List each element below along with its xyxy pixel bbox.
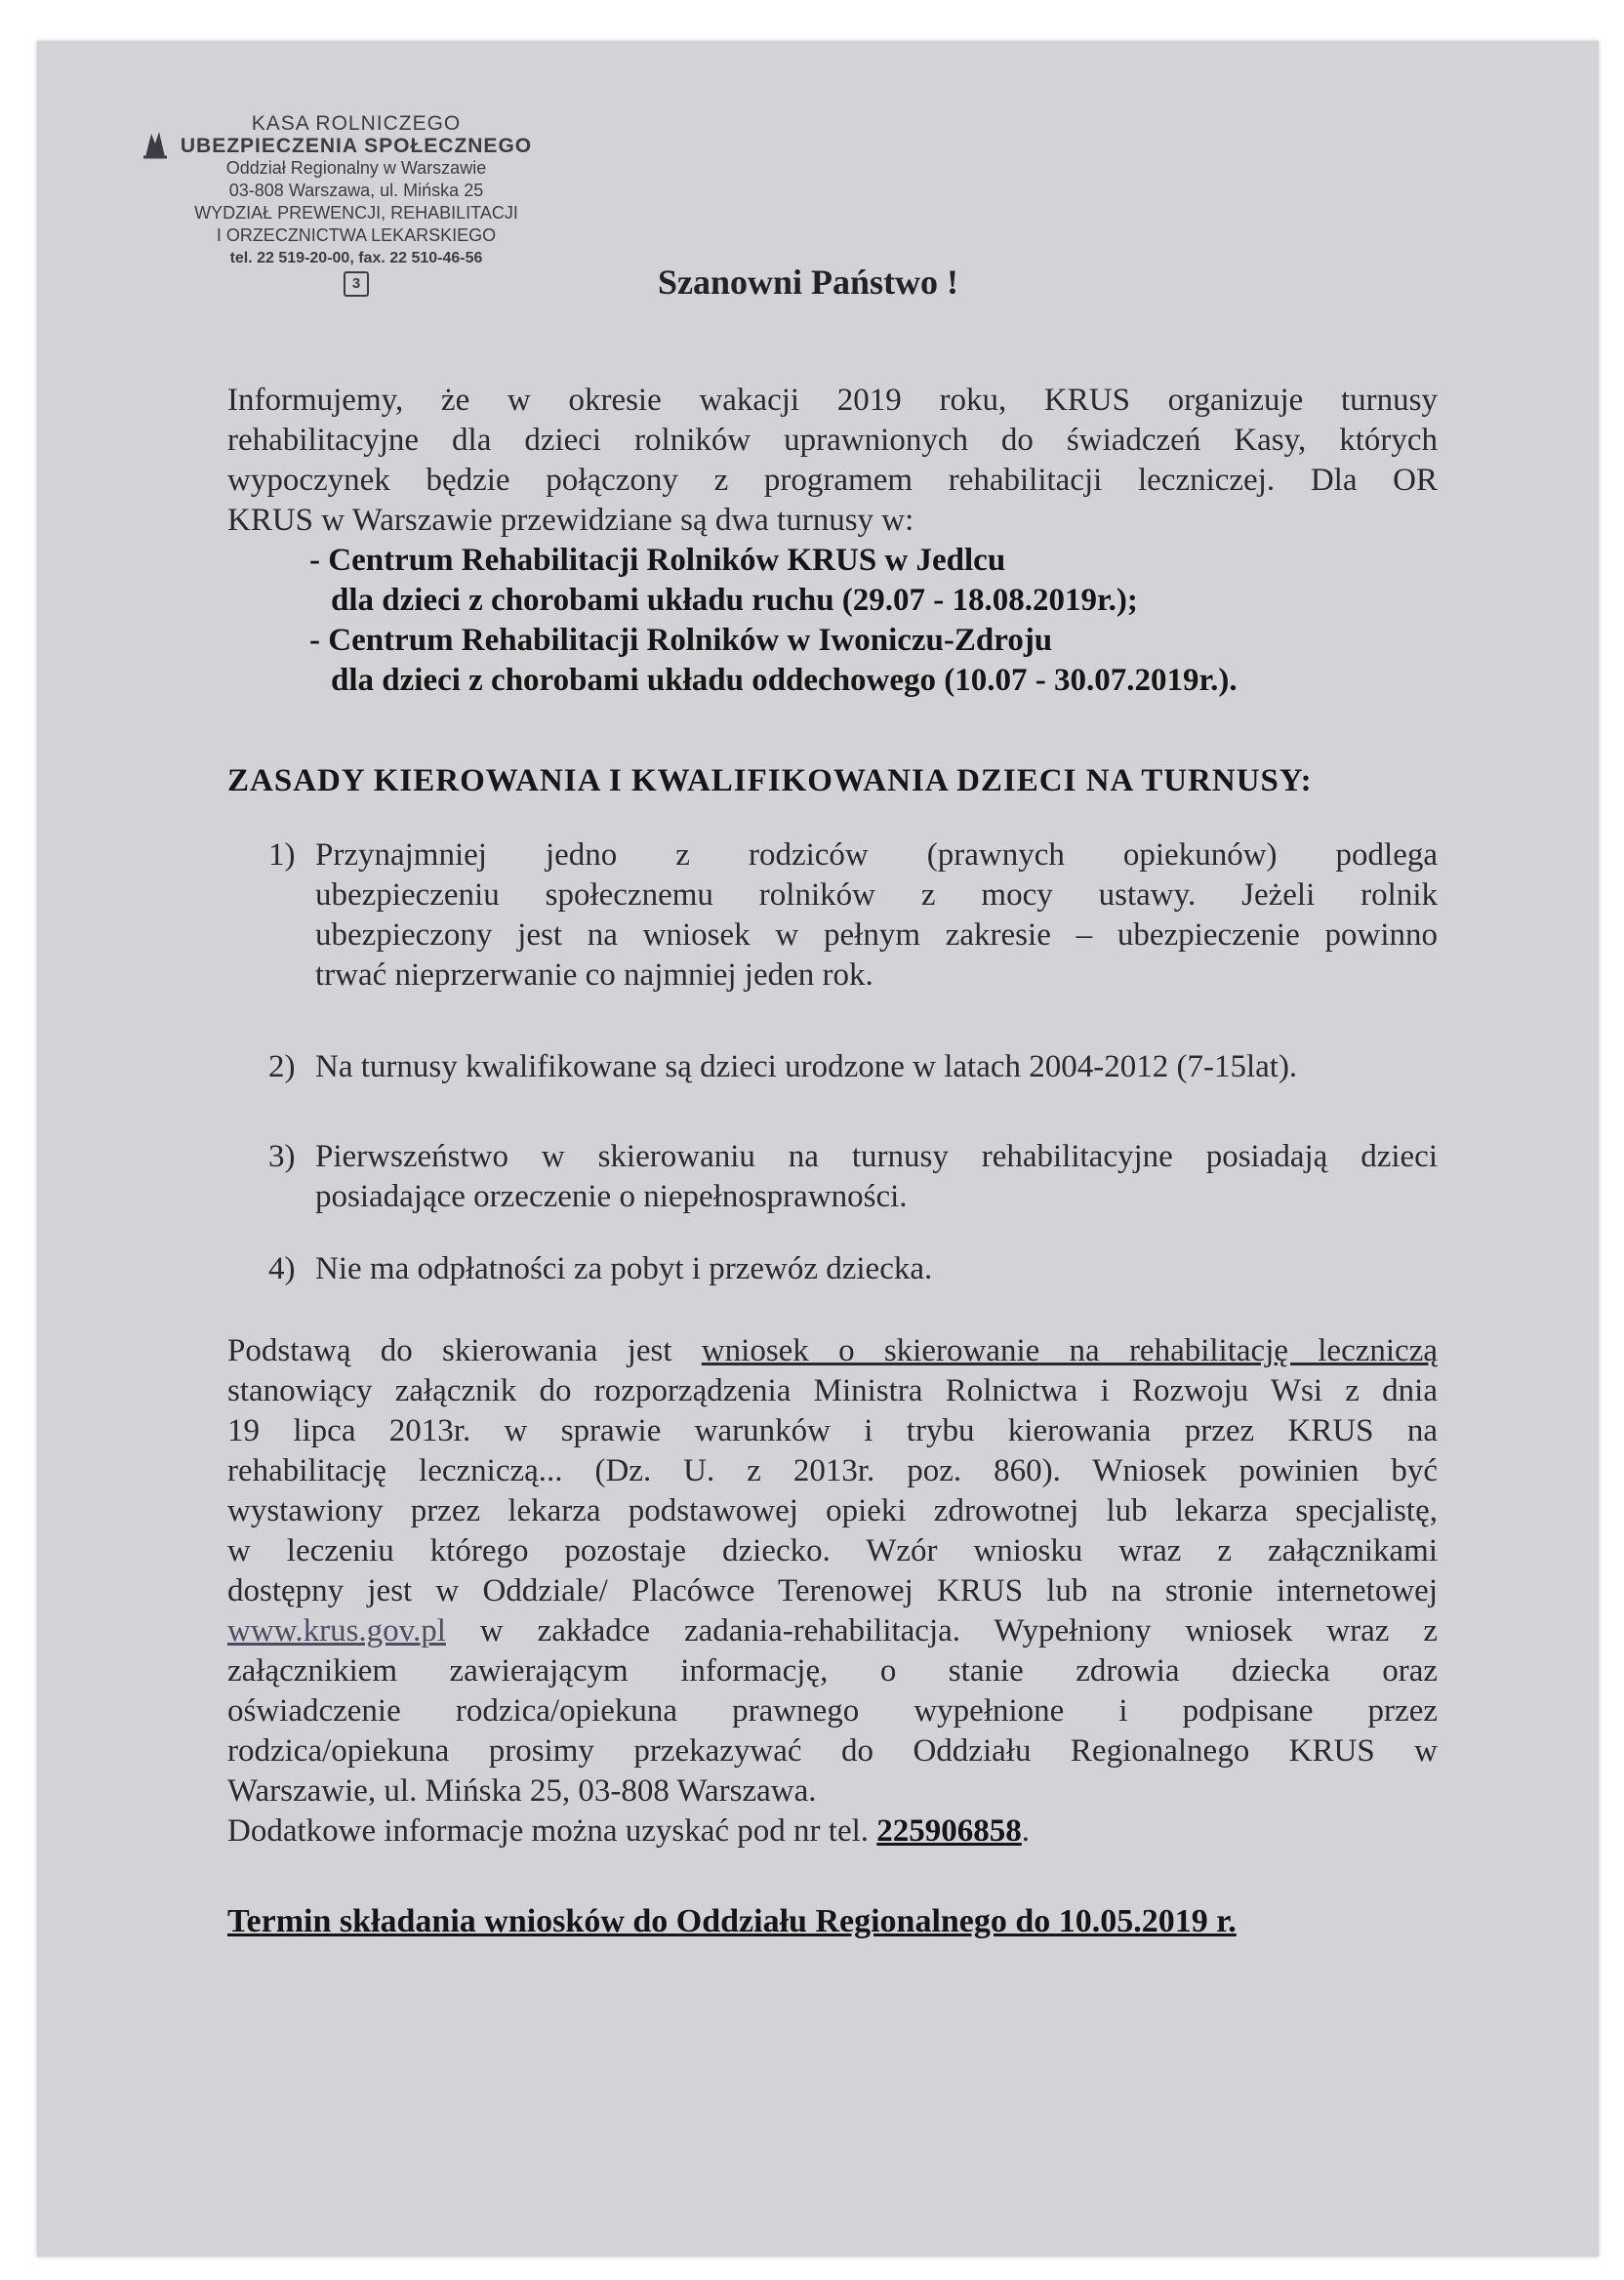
center-jedlec-details: dla dzieci z chorobami układu ruchu (29.07 - 18.08.2019r.);: [331, 583, 1138, 618]
rule-number: 2): [268, 1049, 296, 1084]
basis-line: Warszawie, ul. Mińska 25, 03-808 Warszawa.: [227, 1773, 817, 1809]
basis-line: rehabilitację leczniczą... (Dz. U. z 2013r. poz. 860). Wniosek powinien być: [227, 1453, 1438, 1488]
stamp-line-4: 03-808 Warszawa, ul. Mińska 25: [228, 181, 484, 200]
rule-item: [268, 835, 1438, 996]
stamp-line-2: UBEZPIECZENIA SPOŁECZNEGO: [180, 135, 533, 157]
intro-line: rehabilitacyjne dla dzieci rolników uprawnionych do świadczeń Kasy, których: [227, 423, 1438, 458]
basis-line: [227, 1331, 1438, 1371]
deadline-notice: Termin składania wniosków do Oddziału Regionalnego do 10.05.2019 r.: [227, 1903, 1237, 1939]
basis-line: w leczeniu którego pozostaje dziecko. Wzór wniosku wraz z załącznikami: [227, 1533, 1438, 1568]
rule-line: trwać nieprzerwanie co najmniej jeden rok.: [315, 957, 873, 993]
rule-line: ubezpieczony jest na wniosek w pełnym zakresie – ubezpieczenie powinno: [315, 917, 1438, 953]
rule-number: 4): [268, 1251, 296, 1286]
basis-line: [227, 1611, 1438, 1651]
office-stamp: [122, 112, 590, 297]
basis-line: oświadczenie rodzica/opiekuna prawnego wypełnione i podpisane przez: [227, 1693, 1438, 1729]
center-jedlec: - Centrum Rehabilitacji Rolników KRUS w Jedlcu: [309, 543, 1006, 578]
intro-paragraph: [227, 381, 1438, 701]
basis-text: Podstawą do skierowania jest: [227, 1333, 702, 1368]
intro-line: KRUS w Warszawie przewidziane są dwa turnusy w:: [227, 503, 914, 538]
krus-website-link[interactable]: www.krus.gov.pl: [227, 1613, 446, 1649]
basis-line: wystawiony przez lekarza podstawowej opieki zdrowotnej lub lekarza specjalistę,: [227, 1493, 1438, 1528]
basis-text: w zakładce zadania-rehabilitacja. Wypełniony wniosek wraz z: [445, 1613, 1438, 1649]
center-iwonicz: - Centrum Rehabilitacji Rolników w Iwoniczu-Zdroju: [309, 623, 1053, 658]
section-heading: ZASADY KIEROWANIA I KWALIFIKOWANIA DZIECI NA TURNUSY:: [227, 763, 1313, 798]
application-form-reference: wniosek o skierowanie na rehabilitację leczniczą: [701, 1333, 1438, 1368]
basis-line: stanowiący załącznik do rozporządzenia Ministra Rolnictwa i Rozwoju Wsi z dnia: [227, 1373, 1438, 1408]
rule-line: Pierwszeństwo w skierowaniu na turnusy rehabilitacyjne posiadają dzieci: [315, 1139, 1438, 1174]
phone-number: 225906858: [876, 1813, 1022, 1849]
greeting: Szanowni Państwo !: [658, 263, 959, 302]
stamp-line-3: Oddział Regionalny w Warszawie: [225, 158, 487, 178]
basis-line: 19 lipca 2013r. w sprawie warunków i trybu kierowania przez KRUS na: [227, 1413, 1438, 1448]
intro-line: wypoczynek będzie połączony z programem rehabilitacji leczniczej. Dla OR: [227, 463, 1438, 498]
stamp-line-5: WYDZIAŁ PREWENCJI, REHABILITACJI: [194, 203, 518, 223]
stamp-mark: 3: [344, 271, 369, 297]
rule-item: [268, 1137, 1438, 1217]
stamp-line-1: KASA ROLNICZEGO: [251, 112, 462, 135]
rule-number: 3): [268, 1139, 296, 1174]
rule-line: Przynajmniej jedno z rodziców (prawnych opiekunów) podlega: [315, 837, 1438, 873]
rule-line: posiadające orzeczenie o niepełnosprawności.: [315, 1179, 908, 1214]
contact-text: Dodatkowe informacje można uzyskać pod nr tel.: [227, 1813, 877, 1849]
stamp-line-6: I ORZECZNICTWA LEKARSKIEGO: [216, 225, 497, 245]
basis-paragraph: [227, 1331, 1438, 1852]
center-iwonicz-details: dla dzieci z chorobami układu oddechowego (10.07 - 30.07.2019r.).: [331, 663, 1238, 698]
rule-line: Na turnusy kwalifikowane są dzieci urodzone w latach 2004-2012 (7-15lat).: [315, 1049, 1298, 1084]
rule-number: 1): [268, 837, 296, 873]
intro-line: Informujemy, że w okresie wakacji 2019 roku, KRUS organizuje turnusy: [227, 383, 1438, 418]
rule-line: ubezpieczeniu społecznemu rolników z mocy ustawy. Jeżeli rolnik: [315, 877, 1438, 913]
contact-end: .: [1021, 1813, 1031, 1849]
basis-line: rodzica/opiekuna prosimy przekazywać do Oddziału Regionalnego KRUS w: [227, 1733, 1438, 1769]
stamp-line-7: tel. 22 519-20-00, fax. 22 510-46-56: [229, 250, 483, 266]
rule-item: [268, 1047, 1438, 1087]
contact-line: [227, 1812, 1438, 1852]
rule-line: Nie ma odpłatności za pobyt i przewóz dziecka.: [315, 1251, 933, 1286]
krus-emblem-icon: [142, 130, 169, 159]
basis-line: dostępny jest w Oddziale/ Placówce Terenowej KRUS lub na stronie internetowej: [227, 1573, 1438, 1608]
basis-line: załącznikiem zawierającym informację, o stanie zdrowia dziecka oraz: [227, 1653, 1438, 1689]
rule-item: [268, 1249, 1438, 1289]
